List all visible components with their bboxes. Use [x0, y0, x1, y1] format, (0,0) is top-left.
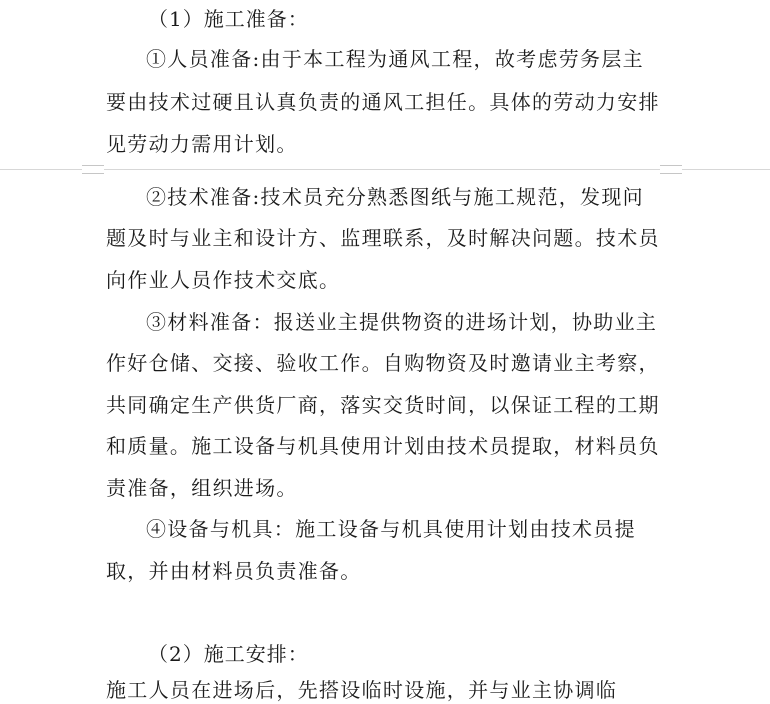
page-margin-marker-right — [660, 165, 682, 174]
page-break-separator — [0, 165, 770, 175]
paragraph-line: 向作业人员作技术交底。 — [106, 268, 341, 292]
page-margin-marker-left — [82, 165, 104, 174]
paragraph-line: ①人员准备:由于本工程为通风工程，故考虑劳务层主 — [146, 47, 644, 71]
section-heading-arrangement: （2）施工安排： — [148, 642, 309, 666]
paragraph-line: 取，并由材料员负责准备。 — [106, 559, 362, 583]
paragraph-line-cut: 施工人员在进场后，先搭设临时设施，并与业主协调临 — [106, 678, 618, 702]
page-break-rule — [0, 169, 770, 170]
paragraph-line: 要由技术过硬且认真负责的通风工担任。具体的劳动力安排 — [106, 90, 660, 114]
paragraph-line: 作好仓储、交接、验收工作。自购物资及时邀请业主考察， — [106, 351, 660, 375]
paragraph-line: 题及时与业主和设计方、监理联系，及时解决问题。技术员 — [106, 226, 660, 250]
paragraph-line: ③材料准备：报送业主提供物资的进场计划，协助业主 — [146, 310, 658, 334]
paragraph-line: 和质量。施工设备与机具使用计划由技术员提取，材料员负 — [106, 434, 660, 458]
paragraph-line: 责准备，组织进场。 — [106, 476, 298, 500]
paragraph-line: 共同确定生产供货厂商，落实交货时间，以保证工程的工期 — [106, 393, 660, 417]
partially-visible-line — [106, 676, 666, 702]
paragraph-line: 见劳动力需用计划。 — [106, 132, 298, 156]
section-heading-preparation: （1）施工准备： — [148, 7, 309, 31]
paragraph-line: ②技术准备:技术员充分熟悉图纸与施工规范，发现问 — [146, 185, 644, 209]
paragraph-line: ④设备与机具：施工设备与机具使用计划由技术员提 — [146, 517, 636, 541]
